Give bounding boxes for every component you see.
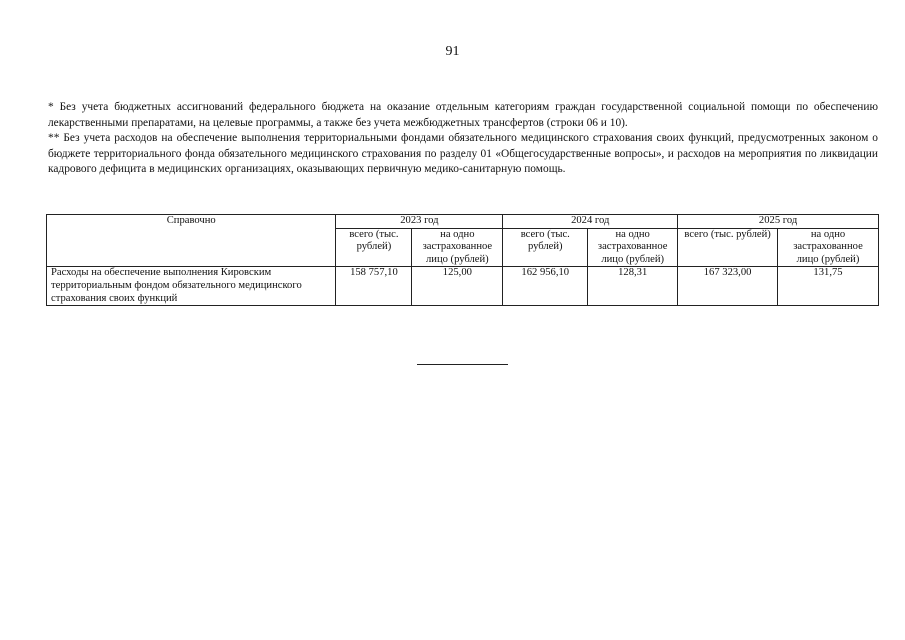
cell-2023-per-insured: 125,00 bbox=[412, 267, 503, 306]
table-header-row-years bbox=[47, 215, 879, 229]
cell-2025-total: 167 323,00 bbox=[678, 267, 778, 306]
cell-2023-total: 158 757,10 bbox=[336, 267, 412, 306]
table-corner-header: Справочно bbox=[47, 215, 336, 267]
footnotes bbox=[48, 100, 878, 178]
year-header-2023: 2023 год bbox=[336, 215, 503, 229]
cell-2025-per-insured: 131,75 bbox=[778, 267, 879, 306]
subheader-per-insured: на одно застрахованное лицо (рублей) bbox=[412, 228, 503, 267]
footnote-1: * Без учета бюджетных ассигнований федерального бюджета на оказание отдельным категориям граждан государственной социальной помощи по обеспечению лекарственными препаратами, на целевые программы, а также без учета межбюджетных трансфертов (строки 06 и 10). bbox=[48, 101, 878, 129]
footnote-2: ** Без учета расходов на обеспечение выполнения территориальными фондами обязательного медицинского страхования своих функций, предусмотренных законом о бюджете территориального фонда обязательного медицинского страхования по разделу 01 «Общегосударственные вопросы», и расходов на мероприятия по ликвидации кадрового дефицита в медицинских организациях, оказывающих первичную медико-санитарную помощь. bbox=[48, 132, 878, 176]
subheader-per-insured: на одно застрахованное лицо (рублей) bbox=[588, 228, 678, 267]
subheader-total: всего (тыс. рублей) bbox=[336, 228, 412, 267]
row-label: Расходы на обеспечение выполнения Кировским территориальным фондом обязательного медицинского страхования своих функций bbox=[47, 267, 336, 306]
subheader-per-insured: на одно застрахованное лицо (рублей) bbox=[778, 228, 879, 267]
subheader-total: всего (тыс. рублей) bbox=[678, 228, 778, 267]
page-number: 91 bbox=[445, 44, 460, 59]
year-header-2024: 2024 год bbox=[503, 215, 678, 229]
subheader-total: всего (тыс. рублей) bbox=[503, 228, 588, 267]
cell-2024-per-insured: 128,31 bbox=[588, 267, 678, 306]
section-divider bbox=[417, 364, 508, 365]
cell-2024-total: 162 956,10 bbox=[503, 267, 588, 306]
year-header-2025: 2025 год bbox=[678, 215, 879, 229]
table-row bbox=[47, 267, 879, 306]
reference-table bbox=[46, 214, 879, 306]
